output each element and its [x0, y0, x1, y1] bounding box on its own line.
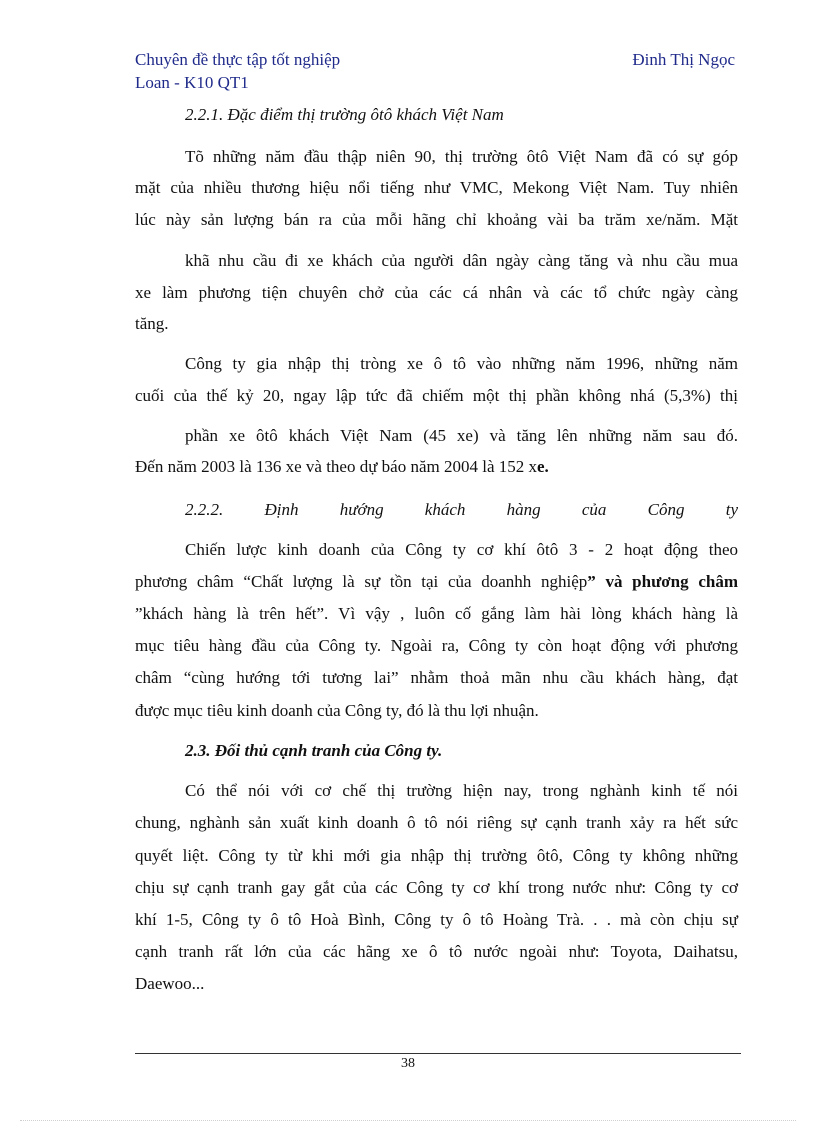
paragraph-line: quyết liệt. Công ty từ khi mới gia nhập thị trường ôtô, Công ty không những [135, 846, 738, 865]
section-heading-2-3: 2.3. Đối thủ cạnh tranh của Công ty. [185, 741, 443, 760]
paragraph-line: khí 1-5, Công ty ô tô Hoà Bình, Công ty ô tô Hoàng Trà. . . mà còn chịu sự [135, 910, 738, 929]
page-header [135, 48, 735, 94]
paragraph-line: Daewoo... [135, 974, 205, 993]
section-heading-2-2-2: 2.2.2. Định hướng khách hàng của Công ty [185, 500, 738, 519]
header-title: Chuyên đề thực tập tốt nghiệp [135, 50, 341, 69]
paragraph-text: Đến năm 2003 là 136 xe và theo dự báo năm 2004 là 152 x [135, 457, 538, 476]
paragraph-text-bold: e. [537, 457, 549, 476]
page-edge-divider [20, 1120, 796, 1121]
paragraph-line: cuối của thế kỷ 20, ngay lập tức đã chiếm một thị phần không nhá (5,3%) thị [135, 386, 738, 405]
footer-divider [135, 1053, 741, 1054]
paragraph-line: Công ty gia nhập thị tròng xe ô tô vào những năm 1996, những năm [185, 354, 738, 373]
paragraph-line: khã nhu cầu đi xe khách của người dân ngày càng tăng và nhu cầu mua [185, 251, 738, 270]
paragraph-line: xe làm phương tiện chuyên chở của các cá nhân và các tổ chức ngày càng [135, 283, 738, 302]
page-number: 38 [401, 1056, 415, 1071]
paragraph-line [135, 572, 738, 592]
paragraph-line: Chiến lược kinh doanh của Công ty cơ khí ôtô 3 - 2 hoạt động theo [185, 540, 738, 559]
paragraph-line: phần xe ôtô khách Việt Nam (45 xe) và tăng lên những năm sau đó. [185, 426, 738, 445]
paragraph-line [135, 457, 738, 477]
paragraph-line: được mục tiêu kinh doanh của Công ty, đó là thu lợi nhuận. [135, 701, 539, 720]
paragraph-line: Tõ những năm đầu thập niên 90, thị trường ôtô Việt Nam đã có sự góp [185, 147, 738, 166]
paragraph-line: lúc này sản lượng bán ra của mỗi hãng chỉ khoảng vài ba trăm xe/năm. Mặt [135, 210, 738, 229]
header-author: Đinh Thị Ngọc [632, 50, 735, 69]
paragraph-line: cạnh tranh rất lớn của các hãng xe ô tô nước ngoài như: Toyota, Daihatsu, [135, 942, 738, 961]
paragraph-line: tăng. [135, 314, 169, 333]
section-heading-2-2-1: 2.2.1. Đặc điểm thị trường ôtô khách Việt Nam [185, 105, 504, 124]
paragraph-line: Có thể nói với cơ chế thị trường hiện nay, trong nghành kinh tế nói [185, 781, 738, 800]
paragraph-line: ”khách hàng là trên hết”. Vì vậy , luôn cố gắng làm hài lòng khách hàng là [135, 604, 738, 623]
header-author-continued: Loan - K10 QT1 [135, 73, 249, 92]
paragraph-text: phương châm “Chất lượng là sự tồn tại của doanhh nghiệp [135, 572, 588, 591]
paragraph-line: mặt của nhiều thương hiệu nổi tiếng như VMC, Mekong Việt Nam. Tuy nhiên [135, 178, 738, 197]
paragraph-line: chịu sự cạnh tranh gay gắt của các Công ty cơ khí trong nước như: Công ty cơ [135, 878, 738, 897]
paragraph-line: chung, nghành sản xuất kinh doanh ô tô nói riêng sự cạnh tranh xảy ra hết sức [135, 813, 738, 832]
paragraph-line: châm “cùng hướng tới tương lai” nhằm thoả mãn nhu cầu khách hàng, đạt [135, 668, 738, 687]
paragraph-line: mục tiêu hàng đầu của Công ty. Ngoài ra, Công ty còn hoạt động với phương [135, 636, 738, 655]
paragraph-text-bold: ” và phương châm [587, 572, 738, 591]
